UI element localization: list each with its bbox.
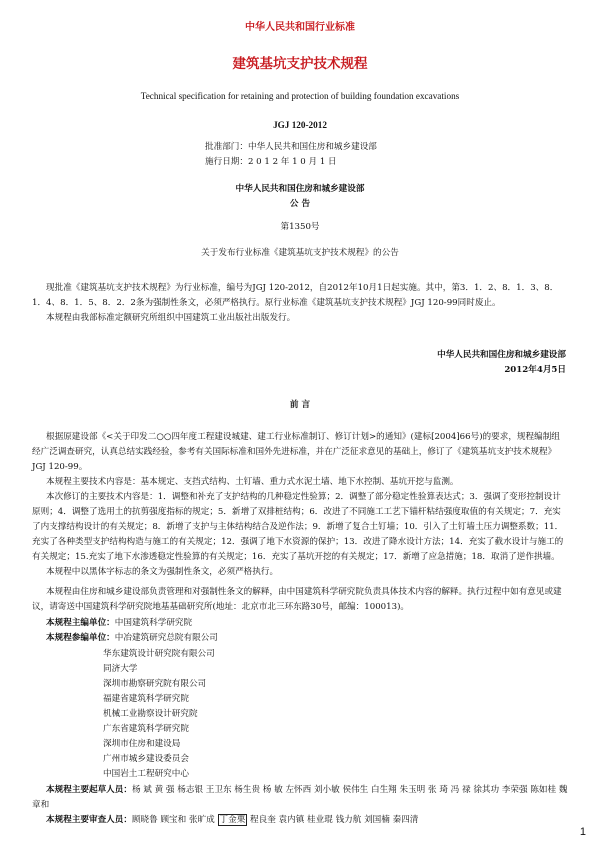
participant-unit: 福建省建筑科学研究院 — [103, 694, 189, 704]
participant-unit: 中国岩土工程研究中心 — [103, 769, 189, 779]
english-title: Technical specification for retaining and protection of building foundation excavations — [140, 91, 460, 101]
approval-department: 批准部门：中华人民共和国住房和城乡建设部 — [205, 142, 377, 152]
participant-unit: 同济大学 — [103, 664, 138, 674]
announcement-paragraph: 现批准《建筑基坑支护技术规程》为行业标准，编号为JGJ 120-2012，自2012年10月1日起实施。其中，第3．1．2、8．1．3、8．1．4、8．1．5、8．2．2条为强制性条文，必须严格执行。原行业标准《建筑基坑支护技术规程》JGJ 120-99同时废止。 — [32, 283, 559, 308]
preface-paragraph: 本规程中以黑体字标志的条文为强制性条文，必须严格执行。 — [46, 567, 279, 577]
announcement-subject: 关于发布行业标准《建筑基坑支护技术规程》的公告 — [201, 248, 399, 258]
reviewers-names: 程良奎 袁内镇 桂业琨 钱力航 刘国楠 秦四清 — [250, 815, 419, 825]
reviewer-boxed-name: 丁金栗 — [219, 815, 246, 825]
preface-paragraph: 本规程主要技术内容是：基本规定、支挡式结构、土钉墙、重力式水泥土墙、地下水控制、基坑开挖与监测。 — [46, 477, 459, 487]
announcement-heading: 公 告 — [289, 199, 311, 209]
reviewers-label: 本规程主要审查人员： — [46, 815, 132, 825]
reviewers-line — [46, 813, 418, 828]
preface-paragraph: 本次修订的主要技术内容是：1．调整和补充了支护结构的几种稳定性验算；2．调整了部分稳定性验算表达式；3．强调了变形控制设计原则；4．调整了选用土的抗剪强度指标的规定；5．新增了双排桩结构；6．改进了不同施工工艺下锚杆粘结强度取值的有关规定；7．充实了内支撑结构设计的有关规定；8．新增了支护与主体结构结合及逆作法；9．新增了复合土钉墙；10．引入了土钉墙土压力调整系数；11．充实了各种类型支护结构构造与施工的有关规定；12．强调了地下水资源的保护；13．改进了降水设计方法；14．充实了截水设计与施工的有关规定；15.充实了地下水渗透稳定性验算的有关规定；16．充实了基坑开挖的有关规定；17．新增了应急措施；18．取消了逆作拱墙。 — [32, 492, 564, 562]
page-number: 1 — [579, 826, 586, 838]
announcement-number: 第1350号 — [280, 222, 320, 232]
reviewers-names: 顾晓鲁 顾宝和 张旷成 — [131, 815, 215, 825]
industry-standard-label: 中华人民共和国行业标准 — [245, 22, 355, 33]
drafters-names: 杨 斌 黄 强 杨志银 王卫东 杨生贵 杨 敏 左怀西 刘小敏 侯伟生 白生翔 朱玉明 张 琦 冯 禄 徐其功 李荣强 陈如桂 魏章和 — [32, 785, 568, 810]
standard-code: JGJ 120-2012 — [273, 120, 327, 130]
drafters-label: 本规程主要起草人员： — [46, 785, 132, 795]
participants-line — [46, 631, 218, 646]
effective-date: 施行日期：2 0 1 2 年 1 0 月 1 日 — [205, 157, 337, 167]
participant-unit: 机械工业勘察设计研究院 — [103, 709, 198, 719]
participant-unit: 深圳市勘察研究院有限公司 — [103, 679, 207, 689]
participant-unit: 中冶建筑研究总院有限公司 — [114, 633, 218, 643]
chief-editor-label: 本规程主编单位： — [46, 618, 115, 628]
announcement-paragraph: 本规程由我部标准定额研究所组织中国建筑工业出版社出版发行。 — [46, 313, 296, 323]
preface-paragraph: 本规程由住房和城乡建设部负责管理和对强制性条文的解释，由中国建筑科学研究院负责具体技术内容的解释。执行过程中如有意见或建议，请寄送中国建筑科学研究院地基基础研究所(地址：北京市北三环东路30号，邮编：100013)。 — [32, 587, 562, 612]
participant-unit: 华东建筑设计研究院有限公司 — [103, 649, 215, 659]
announcement-date: 2012年4月5日 — [504, 365, 566, 375]
chief-editor-unit: 中国建筑科学研究院 — [114, 618, 193, 628]
preface-paragraph: 根据原建设部《<关于印发二○○四年度工程建设城建、建工行业标准制订、修订计划>的通知》(建标[2004]66号)的要求，规程编制组经广泛调查研究，认真总结实践经验，参考有关国际标准和国外先进标准，并在广泛征求意见的基础上，修订了《建筑基坑支护技术规程》JGJ 120-99。 — [32, 432, 560, 472]
announcement-signature: 中华人民共和国住房和城乡建设部 — [437, 350, 566, 360]
announcement-issuer: 中华人民共和国住房和城乡建设部 — [235, 184, 365, 194]
participant-unit: 广东省建筑科学研究院 — [103, 724, 189, 734]
preface-heading: 前 言 — [289, 400, 311, 410]
participant-unit: 广州市城乡建设委员会 — [103, 754, 189, 764]
chief-editor-line — [46, 616, 192, 631]
document-title: 建筑基坑支护技术规程 — [232, 56, 368, 72]
participant-unit: 深圳市住房和建设局 — [103, 739, 181, 749]
drafters-line — [32, 783, 568, 813]
participants-label: 本规程参编单位： — [46, 633, 115, 643]
